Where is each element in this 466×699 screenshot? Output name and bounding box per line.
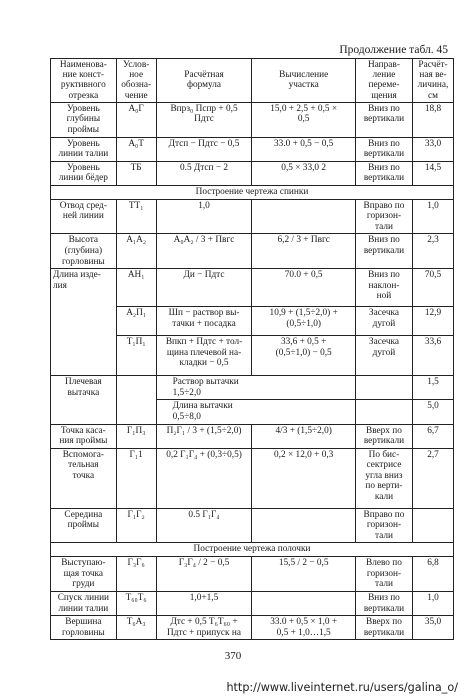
cell-symbol: Т₁П₁: [116, 336, 156, 376]
cell-symbol: А₁А₂: [116, 234, 156, 269]
cell-direction: Вниз по вертикали: [355, 137, 412, 161]
cell-formula: Длина вытачки 0,5÷8,0: [156, 400, 355, 424]
cell-value: 12,9: [413, 307, 454, 336]
cell-symbol: ТБ: [116, 161, 156, 185]
cell-formula: Ди − Пдтс: [156, 269, 252, 307]
table-row: [51, 508, 454, 543]
cell-value: 1,0: [413, 592, 454, 616]
section-back-title: Построение чертежа спинки: [51, 185, 454, 199]
table-row: [51, 616, 454, 640]
cell-direction: Вправо по горизон- тали: [355, 508, 412, 543]
table-row: [51, 376, 454, 400]
cell-direction: Вниз по вертикали: [355, 161, 412, 185]
cell-symbol: Г₃Г₆: [116, 557, 156, 592]
construction-table: [50, 58, 454, 640]
cell-value: 1,0: [413, 199, 454, 234]
cell-formula: 0.5 Г₁Г₄: [156, 508, 252, 543]
cell-symbol: Г₁Г₂: [116, 508, 156, 543]
cell-calculation: 6,2 / 3 + Пвгс: [252, 234, 355, 269]
cell-direction: Вниз по вертикали: [355, 234, 412, 269]
header-direction: Направ- ление переме- щения: [355, 59, 412, 103]
cell-calculation: 4/3 + (1,5÷2,0): [252, 424, 355, 448]
table-row: [51, 137, 454, 161]
cell-value: [413, 508, 454, 543]
cell-name: Вспомога- тельная точка: [51, 448, 117, 508]
cell-value: 2,7: [413, 448, 454, 508]
cell-calculation: 15,5 / 2 − 0,5: [252, 557, 355, 592]
cell-value: 14,5: [413, 161, 454, 185]
cell-formula: Впрз₀ Пспр + 0,5 Пдтс: [156, 102, 252, 137]
cell-direction: Вниз по вертикали: [355, 102, 412, 137]
cell-symbol: ТТ₁: [116, 199, 156, 234]
table-row: [51, 234, 454, 269]
cell-name: Уровень линии бёдер: [51, 161, 117, 185]
cell-direction: Засечка дугой: [355, 307, 412, 336]
table-row: [51, 161, 454, 185]
table-row: [51, 102, 454, 137]
cell-value: 18,8: [413, 102, 454, 137]
section-front-title: Построение чертежа полочки: [51, 543, 454, 557]
cell-symbol: А₀Г: [116, 102, 156, 137]
cell-direction: [355, 376, 412, 400]
cell-formula: Раствор вытачки 1,5÷2,0: [156, 376, 355, 400]
header-row: [51, 59, 454, 103]
cell-direction: По бис- сектрисе угла вниз по верти- кали: [355, 448, 412, 508]
cell-value: 6,8: [413, 557, 454, 592]
cell-formula: Впкп + Пдтс + тол- щина плечевой на- кладки − 0,5: [156, 336, 252, 376]
table-row: [51, 557, 454, 592]
cell-value: 2,3: [413, 234, 454, 269]
cell-calculation: 33,6 + 0,5 + (0,5÷1,0) − 0,5: [252, 336, 355, 376]
cell-formula: 0,2 Г₁Г₄ + (0,3÷0,5): [156, 448, 252, 508]
cell-formula: 0.5 Дтсп − 2: [156, 161, 252, 185]
cell-direction: Засечка дугой: [355, 336, 412, 376]
table-row: [51, 592, 454, 616]
cell-direction: Вниз по вертикали: [355, 592, 412, 616]
section-row: [51, 543, 454, 557]
cell-formula: 1,0: [156, 199, 252, 234]
cell-name: Вершина горловины: [51, 616, 117, 640]
cell-formula: Г₃Г₄ / 2 − 0,5: [156, 557, 252, 592]
cell-formula: Дтсп − Пдтс − 0,5: [156, 137, 252, 161]
cell-name: Середина проймы: [51, 508, 117, 543]
table-row: [51, 199, 454, 234]
cell-calculation: 33.0 + 0,5 − 0,5: [252, 137, 355, 161]
cell-value: 33,6: [413, 336, 454, 376]
cell-value: 35,0: [413, 616, 454, 640]
header-formula: Расчётная формула: [156, 59, 252, 103]
cell-symbol: Т₆А₃: [116, 616, 156, 640]
table-row: [51, 448, 454, 508]
cell-calculation: [252, 199, 355, 234]
cell-name: Спуск линии линии талии: [51, 592, 117, 616]
cell-direction: Вправо по горизон- тали: [355, 199, 412, 234]
cell-value: 33,0: [413, 137, 454, 161]
cell-formula: А₀А₂ / 3 + Пвгс: [156, 234, 252, 269]
cell-name: Уровень глубины проймы: [51, 102, 117, 137]
cell-symbol: А₂П₁: [116, 307, 156, 336]
cell-calculation: [252, 508, 355, 543]
cell-direction: [355, 400, 412, 424]
cell-symbol: Т₆₀Т₆: [116, 592, 156, 616]
header-value: Расчёт- ная ве- личина, см: [413, 59, 454, 103]
cell-value: 70,5: [413, 269, 454, 307]
cell-formula: 1,0+1,5: [156, 592, 252, 616]
table-row: [51, 269, 454, 307]
cell-name: Выступаю- щая точка груди: [51, 557, 117, 592]
cell-symbol: Г₁1: [116, 448, 156, 508]
table-row: [51, 424, 454, 448]
cell-calculation: 10,9 + (1,5÷2,0) + (0,5÷1,0): [252, 307, 355, 336]
cell-calculation: 33.0 + 0,5 × 1,0 + 0,5 + 1,0…1,5: [252, 616, 355, 640]
cell-direction: Вниз по наклон- ной: [355, 269, 412, 307]
cell-direction: Вверх по вертикали: [355, 616, 412, 640]
cell-direction: Влево по горизон- тали: [355, 557, 412, 592]
cell-calculation: 70.0 + 0,5: [252, 269, 355, 307]
watermark-url: http://www.liveinternet.ru/users/galina_o/: [226, 681, 458, 694]
cell-symbol: [116, 376, 156, 424]
page-number: 370: [224, 650, 242, 662]
cell-name: Длина изде- лия: [51, 269, 117, 376]
cell-calculation: 0,2 × 12,0 + 0,3: [252, 448, 355, 508]
cell-name: Высота (глубина) горловины: [51, 234, 117, 269]
cell-calculation: 15,0 + 2,5 + 0,5 × 0,5: [252, 102, 355, 137]
cell-value: 1,5: [413, 376, 454, 400]
cell-calculation: [252, 592, 355, 616]
cell-direction: Вверх по вертикали: [355, 424, 412, 448]
cell-formula: П₂Г₁ / 3 + (1,5÷2,0): [156, 424, 252, 448]
cell-symbol: А₀Т: [116, 137, 156, 161]
cell-calculation: 0,5 × 33,0 2: [252, 161, 355, 185]
header-calculation: Вычисление участка: [252, 59, 355, 103]
header-name: Наименова- ние конст- руктивного отрезка: [51, 59, 117, 103]
table-caption: Продолжение табл. 45: [339, 44, 448, 56]
cell-name: Точка каса- ния проймы: [51, 424, 117, 448]
cell-value: 5,0: [413, 400, 454, 424]
cell-formula: Дтс + 0,5 Т₆Т₆₀ + Пдтс + припуск на: [156, 616, 252, 640]
section-row: [51, 185, 454, 199]
header-symbol: Услов- ное обозна- чение: [116, 59, 156, 103]
cell-formula: Шп − раствор вы- тачки + посадка: [156, 307, 252, 336]
cell-name: Отвод сред- ней линии: [51, 199, 117, 234]
cell-symbol: АН₁: [116, 269, 156, 307]
cell-symbol: Г₁П₃: [116, 424, 156, 448]
cell-name: Плечевая вытачка: [51, 376, 117, 424]
cell-value: 6,7: [413, 424, 454, 448]
cell-name: Уровень линии талии: [51, 137, 117, 161]
